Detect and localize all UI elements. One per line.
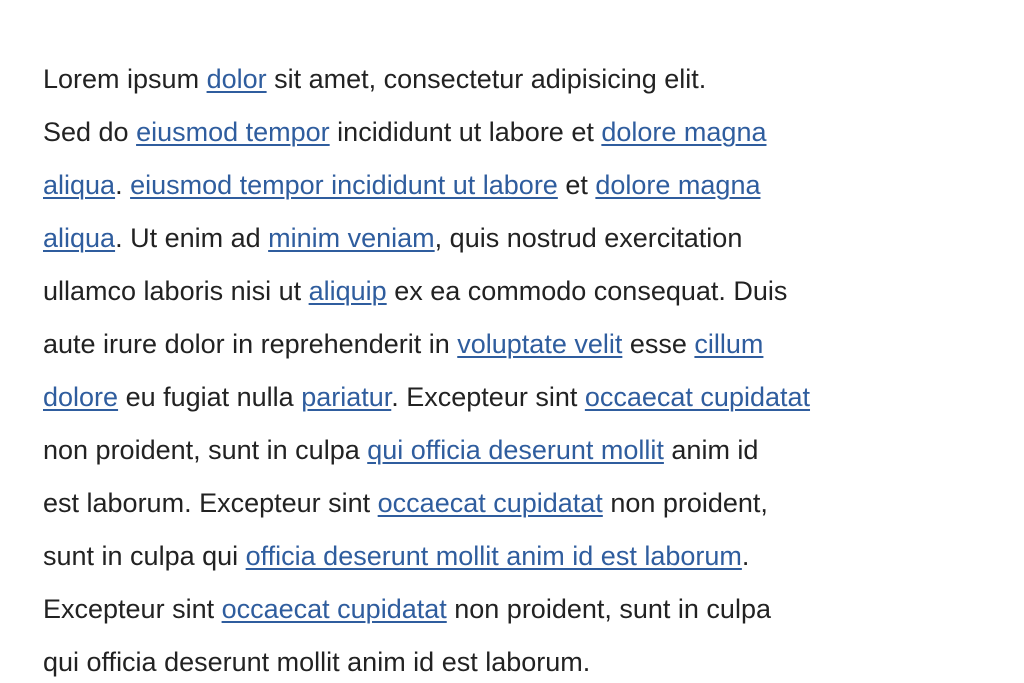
- text-line: [43, 159, 983, 212]
- text-segment: qui officia deserunt mollit anim id est laborum.: [43, 647, 591, 677]
- text-line: [43, 477, 983, 530]
- inline-link[interactable]: cillum: [694, 329, 764, 359]
- text-segment: Sed do: [43, 117, 137, 147]
- inline-link[interactable]: qui officia deserunt mollit: [367, 435, 664, 465]
- text-segment: aute irure dolor in reprehenderit in: [43, 329, 458, 359]
- text-line: [43, 424, 983, 477]
- text-line: [43, 371, 983, 424]
- inline-link[interactable]: aliquip: [308, 276, 387, 306]
- inline-link[interactable]: pariatur: [301, 382, 392, 412]
- text-segment: non proident, sunt in culpa: [446, 594, 771, 624]
- text-segment: . Ut enim ad: [115, 223, 269, 253]
- text-line: [43, 53, 983, 106]
- inline-link[interactable]: occaecat cupidatat: [221, 594, 447, 624]
- inline-link[interactable]: dolore magna: [601, 117, 767, 147]
- text-segment: esse: [622, 329, 695, 359]
- text-line: [43, 212, 983, 265]
- text-line: [43, 583, 983, 636]
- inline-link[interactable]: dolor: [206, 64, 267, 94]
- text-segment: .: [115, 170, 131, 200]
- inline-link[interactable]: occaecat cupidatat: [584, 382, 811, 412]
- text-segment: sunt in culpa qui: [43, 541, 246, 571]
- text-line: [43, 530, 983, 583]
- text-line: [43, 106, 983, 159]
- text-segment: non proident, sunt in culpa: [43, 435, 368, 465]
- text-segment: non proident,: [602, 488, 768, 518]
- text-segment: .: [741, 541, 750, 571]
- inline-link[interactable]: dolore: [43, 382, 119, 412]
- text-segment: ex ea commodo consequat. Duis: [386, 276, 788, 306]
- text-segment: , quis nostrud exercitation: [434, 223, 743, 253]
- text-segment: Excepteur sint: [43, 594, 222, 624]
- inline-link[interactable]: voluptate velit: [457, 329, 623, 359]
- text-segment: eu fugiat nulla: [118, 382, 302, 412]
- inline-link[interactable]: minim veniam: [268, 223, 435, 253]
- text-segment: incididunt ut labore et: [329, 117, 602, 147]
- text-segment: ullamco laboris nisi ut: [43, 276, 309, 306]
- text-line: [43, 265, 983, 318]
- inline-link[interactable]: occaecat cupidatat: [377, 488, 603, 518]
- text-line: [43, 318, 983, 371]
- inline-link[interactable]: eiusmod tempor incididunt ut labore: [130, 170, 558, 200]
- text-segment: sit amet, consectetur adipisicing elit.: [266, 64, 707, 94]
- text-line: [43, 636, 983, 683]
- inline-link[interactable]: aliqua: [43, 223, 116, 253]
- inline-link[interactable]: officia deserunt mollit anim id est laborum: [245, 541, 742, 571]
- inline-link[interactable]: dolore magna: [595, 170, 761, 200]
- text-segment: anim id: [663, 435, 759, 465]
- inline-link[interactable]: eiusmod tempor: [136, 117, 330, 147]
- text-segment: Lorem ipsum: [43, 64, 207, 94]
- text-segment: . Excepteur sint: [391, 382, 585, 412]
- body-paragraph: [43, 53, 983, 683]
- text-segment: est laborum. Excepteur sint: [43, 488, 378, 518]
- inline-link[interactable]: aliqua: [43, 170, 116, 200]
- text-segment: et: [557, 170, 596, 200]
